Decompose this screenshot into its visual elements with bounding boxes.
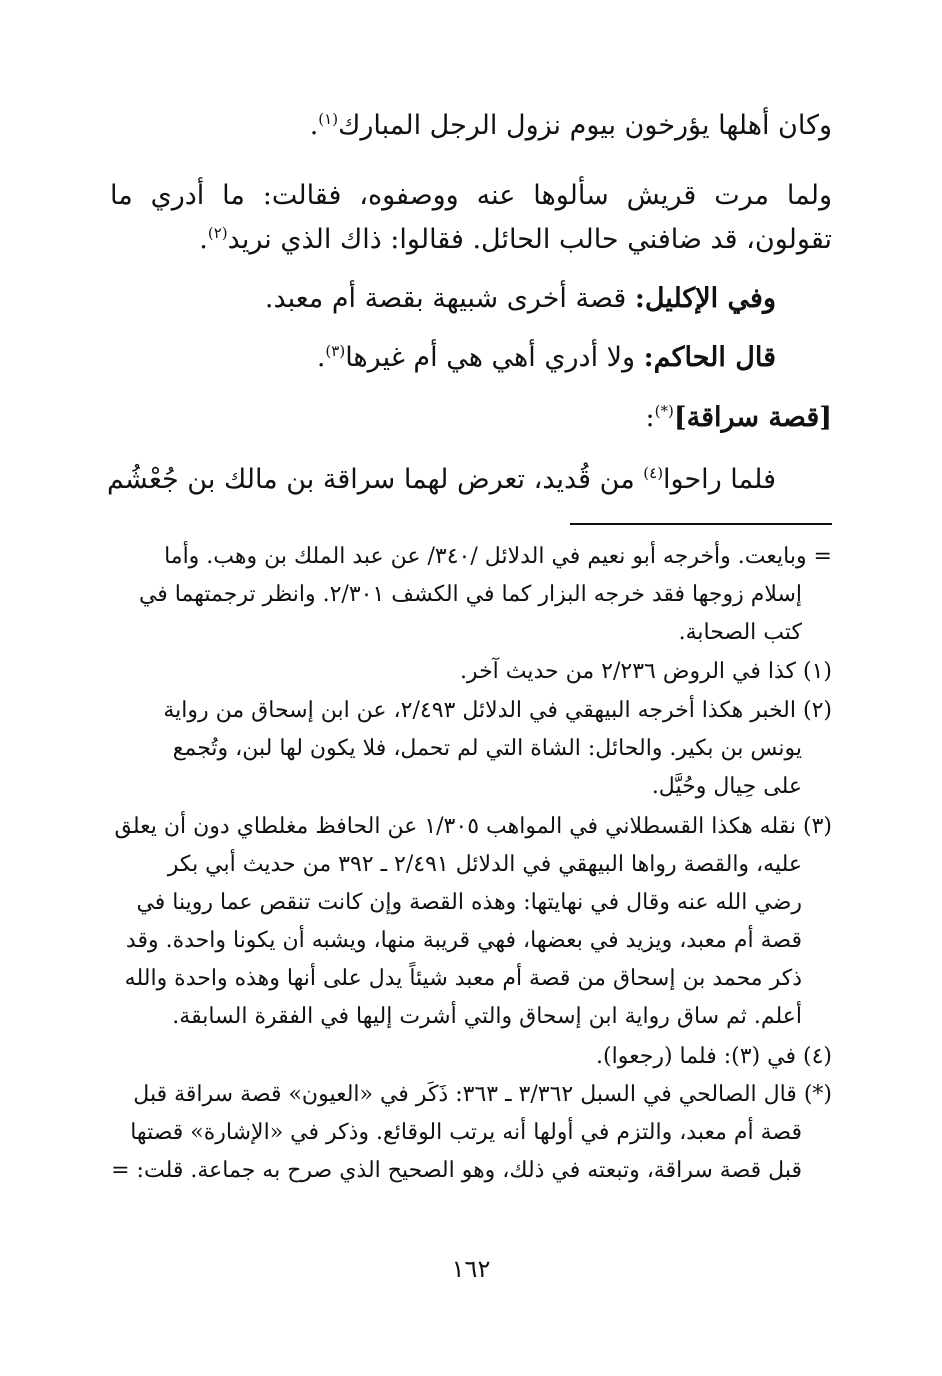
footnote-text: عليه، والقصة رواها البيهقي في الدلائل ٢/٤٩١ ـ ٣٩٢ من حديث أبي بكر xyxy=(167,852,802,877)
footnote-text: (*) قال الصالحي في السبل ٣/٣٦٢ ـ ٣٦٣: ذَكَر في «العيون» قصة سراقة قبل xyxy=(133,1082,832,1107)
footnote-4 xyxy=(596,1040,832,1074)
footnote-text: ذكر محمد بن إسحاق من قصة أم معبد شيئاً يدل على أنها وهذه واحدة والله xyxy=(124,966,802,991)
footnote-text: قصة أم معبد، ويزيد في بعضها، فهي قريبة منها، ويشبه أن يكونا واحدة. وقد xyxy=(125,928,802,953)
main-text: تقولون، قد ضافني حالب الحائل. فقالوا: ذاك الذي نريد xyxy=(227,224,832,255)
footnote-text: رضي الله عنه وقال في نهايتها: وهذه القصة وإن كانت تنقص عما روينا في xyxy=(136,890,802,915)
punctuation: : xyxy=(645,402,655,433)
footnote-text: = وبايعت. وأخرجه أبو نعيم في الدلائل /٣٤٠/ عن عبد الملك بن وهب. وأما xyxy=(164,544,832,569)
footnote-star-line-2 xyxy=(130,1116,802,1150)
footnote-text: (٣) نقله هكذا القسطلاني في المواهب ١/٣٠٥ عن الحافظ مغلطاي دون أن يعلق xyxy=(114,814,832,839)
footnote-3-line-5 xyxy=(125,962,802,996)
footnote-continuation-line-3 xyxy=(679,616,802,650)
footnote-continuation-line-2 xyxy=(139,578,802,612)
section-heading xyxy=(646,398,832,438)
footnote-ref-4: (٤) xyxy=(643,464,664,482)
footnote-3-line-2 xyxy=(168,848,802,882)
footnote-text: قصة أم معبد، والتزم في أولها أنه يرتب الوقائع. وذكر في «الإشارة» قصتها xyxy=(130,1120,802,1145)
footnote-ref-3: (٣) xyxy=(325,342,346,360)
main-line-7 xyxy=(107,460,776,500)
footnote-3-line-6 xyxy=(172,1000,802,1034)
page-number: ١٦٢ xyxy=(451,1255,491,1283)
main-line-3 xyxy=(199,220,832,260)
footnote-text: أعلم. ثم ساق رواية ابن إسحاق والتي أشرت إليها في الفقرة السابقة. xyxy=(172,1004,802,1029)
footnote-2-line-2 xyxy=(173,732,802,766)
footnote-text: كتب الصحابة. xyxy=(678,620,802,645)
main-line-5 xyxy=(317,338,776,378)
main-text: وكان أهلها يؤرخون بيوم نزول الرجل المبارك xyxy=(338,110,832,141)
main-line-1 xyxy=(310,106,832,146)
main-text: من قُديد، تعرض لهما سراقة بن مالك بن جُعْشُم xyxy=(106,464,644,495)
footnote-2-line-3 xyxy=(652,770,802,804)
main-text: قصة أخرى شبيهة بقصة أم معبد. xyxy=(264,283,635,314)
footnote-3-line-4 xyxy=(126,924,802,958)
footnote-3-line-3 xyxy=(136,886,802,920)
footnote-star-line-3 xyxy=(111,1154,802,1188)
footnote-separator xyxy=(570,523,832,525)
footnote-text: على حِيال وحُيَّل. xyxy=(651,774,802,799)
footnote-text: إسلام زوجها فقد خرجه البزار كما في الكشف ٢/٣٠١. وانظر ترجمتهما في xyxy=(138,582,802,607)
footnote-ref-1: (١) xyxy=(318,110,339,128)
footnote-ref-star: (*) xyxy=(654,402,674,420)
bold-label: وفي الإكليل: xyxy=(634,283,776,314)
main-line-4 xyxy=(265,279,776,319)
punctuation: . xyxy=(309,110,319,141)
footnote-text: (١) كذا في الروض ٢/٢٣٦ من حديث آخر. xyxy=(459,659,832,684)
main-text: ولا أدري أهي هي أم غيرها xyxy=(345,342,644,373)
footnote-star-line-1 xyxy=(133,1078,832,1112)
heading-text: [قصة سراقة] xyxy=(673,402,832,433)
footnote-2-line-1 xyxy=(163,694,832,728)
punctuation: . xyxy=(316,342,326,373)
footnote-text: (٢) الخبر هكذا أخرجه البيهقي في الدلائل ٢/٤٩٣، عن ابن إسحاق من رواية xyxy=(163,698,832,723)
footnote-text: قبل قصة سراقة، وتبعته في ذلك، وهو الصحيح الذي صرح به جماعة. قلت: = xyxy=(111,1158,802,1183)
footnote-text: يونس بن بكير. والحائل: الشاة التي لم تحمل، فلا يكون لها لبن، وتُجمع xyxy=(172,736,802,761)
footnote-3-line-1 xyxy=(115,810,833,844)
punctuation: . xyxy=(199,224,208,255)
bold-label: قال الحاكم: xyxy=(643,342,776,373)
main-text: فلما راحوا xyxy=(663,464,776,495)
main-text: ولما مرت قريش سألوها عنه ووصفوه، فقالت: ما أدري ما xyxy=(110,180,832,211)
main-line-2 xyxy=(110,176,832,216)
footnote-1 xyxy=(460,655,832,689)
footnote-ref-2: (٢) xyxy=(207,224,228,242)
footnote-continuation-line-1 xyxy=(164,540,832,574)
footnote-text: (٤) في (٣): فلما (رجعوا). xyxy=(596,1044,832,1069)
